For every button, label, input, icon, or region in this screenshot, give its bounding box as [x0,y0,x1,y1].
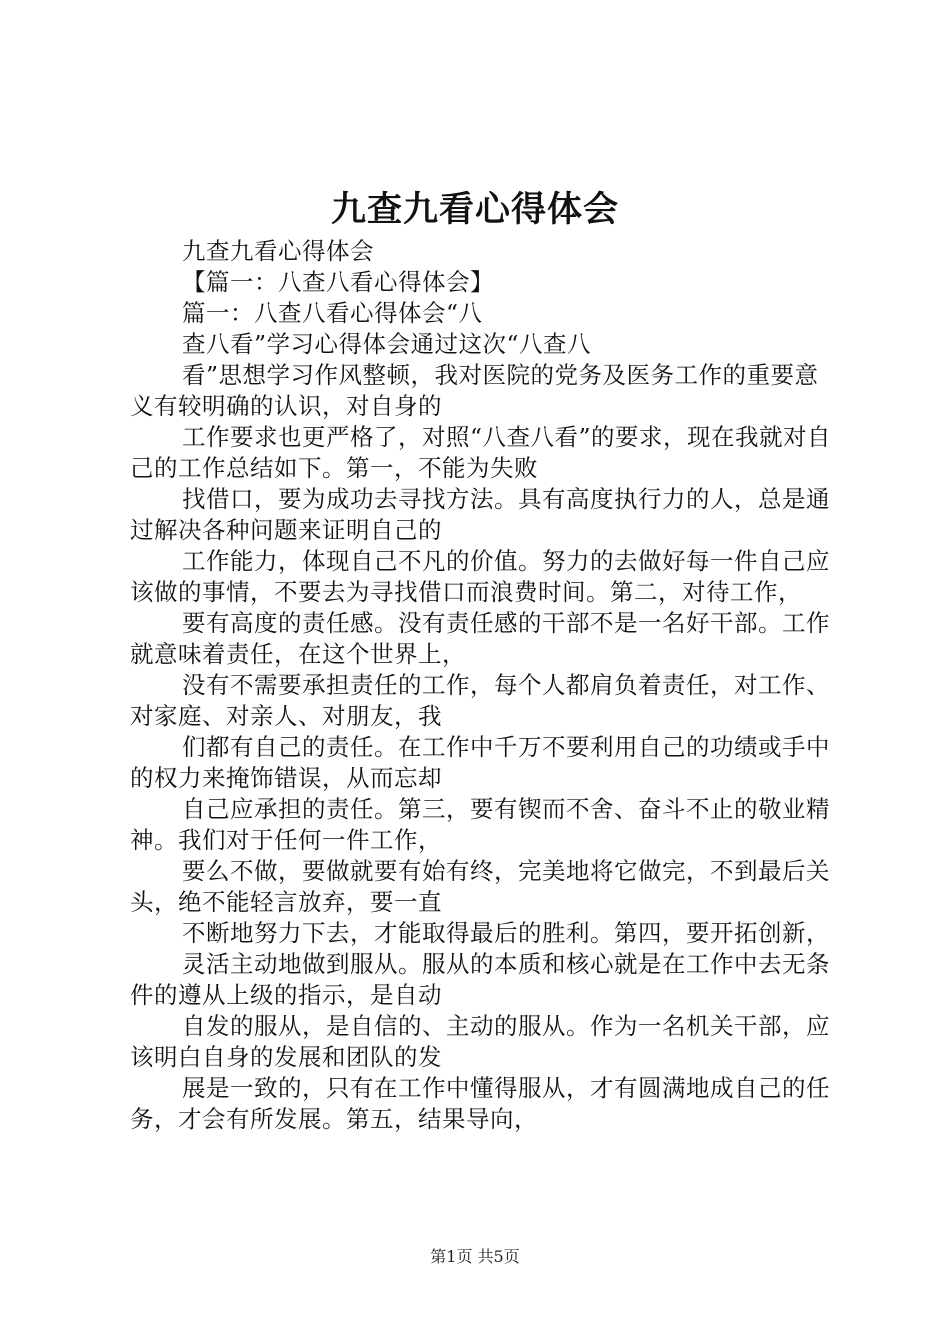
document-body [130,236,835,1135]
paragraph: 不断地努力下去，才能取得最后的胜利。第四，要开拓创新， [182,919,830,947]
paragraph: 看”思想学习作风整顿，我对医院的党务及医务工作的重要意义有较明确的认识，对自身的 [130,361,819,420]
page-footer: 第1页 共5页 [430,1247,520,1266]
paragraph: 灵活主动地做到服从。服从的本质和核心就是在工作中去无条件的遵从上级的指示，是自动 [130,950,830,1009]
paragraph: 【篇一：八查八看心得体会】 [182,268,494,296]
paragraph: 要么不做，要做就要有始有终，完美地将它做完，不到最后关头，绝不能轻言放弃，要一直 [130,857,830,916]
paragraph: 展是一致的，只有在工作中懂得服从，才有圆满地成自己的任务，才会有所发展。第五，结果导向， [130,1074,830,1133]
paragraph: 九查九看心得体会 [182,237,374,265]
paragraph: 自发的服从，是自信的、主动的服从。作为一名机关干部，应该明白自身的发展和团队的发 [130,1012,830,1071]
paragraph: 工作要求也更严格了，对照“八查八看”的要求，现在我就对自己的工作总结如下。第一，不能为失败 [130,423,832,482]
paragraph: 自己应承担的责任。第三，要有锲而不舍、奋斗不止的敬业精神。我们对于任何一件工作， [130,795,830,854]
paragraph: 要有高度的责任感。没有责任感的干部不是一名好干部。工作就意味着责任，在这个世界上， [130,609,830,668]
paragraph: 找借口，要为成功去寻找方法。具有高度执行力的人，总是通过解决各种问题来证明自己的 [130,485,830,544]
paragraph: 查八看”学习心得体会通过这次“八查八 [182,330,592,358]
paragraph: 没有不需要承担责任的工作，每个人都肩负着责任，对工作、对家庭、对亲人、对朋友，我 [130,671,830,730]
paragraph: 工作能力，体现自己不凡的价值。努力的去做好每一件自己应该做的事情，不要去为寻找借口而浪费时间。第二，对待工作， [130,547,830,606]
paragraph: 们都有自己的责任。在工作中千万不要利用自己的功绩或手中的权力来掩饰错误，从而忘却 [130,733,830,792]
paragraph: 篇一：八查八看心得体会“八 [182,299,483,327]
document-title: 九查九看心得体会 [330,189,619,230]
